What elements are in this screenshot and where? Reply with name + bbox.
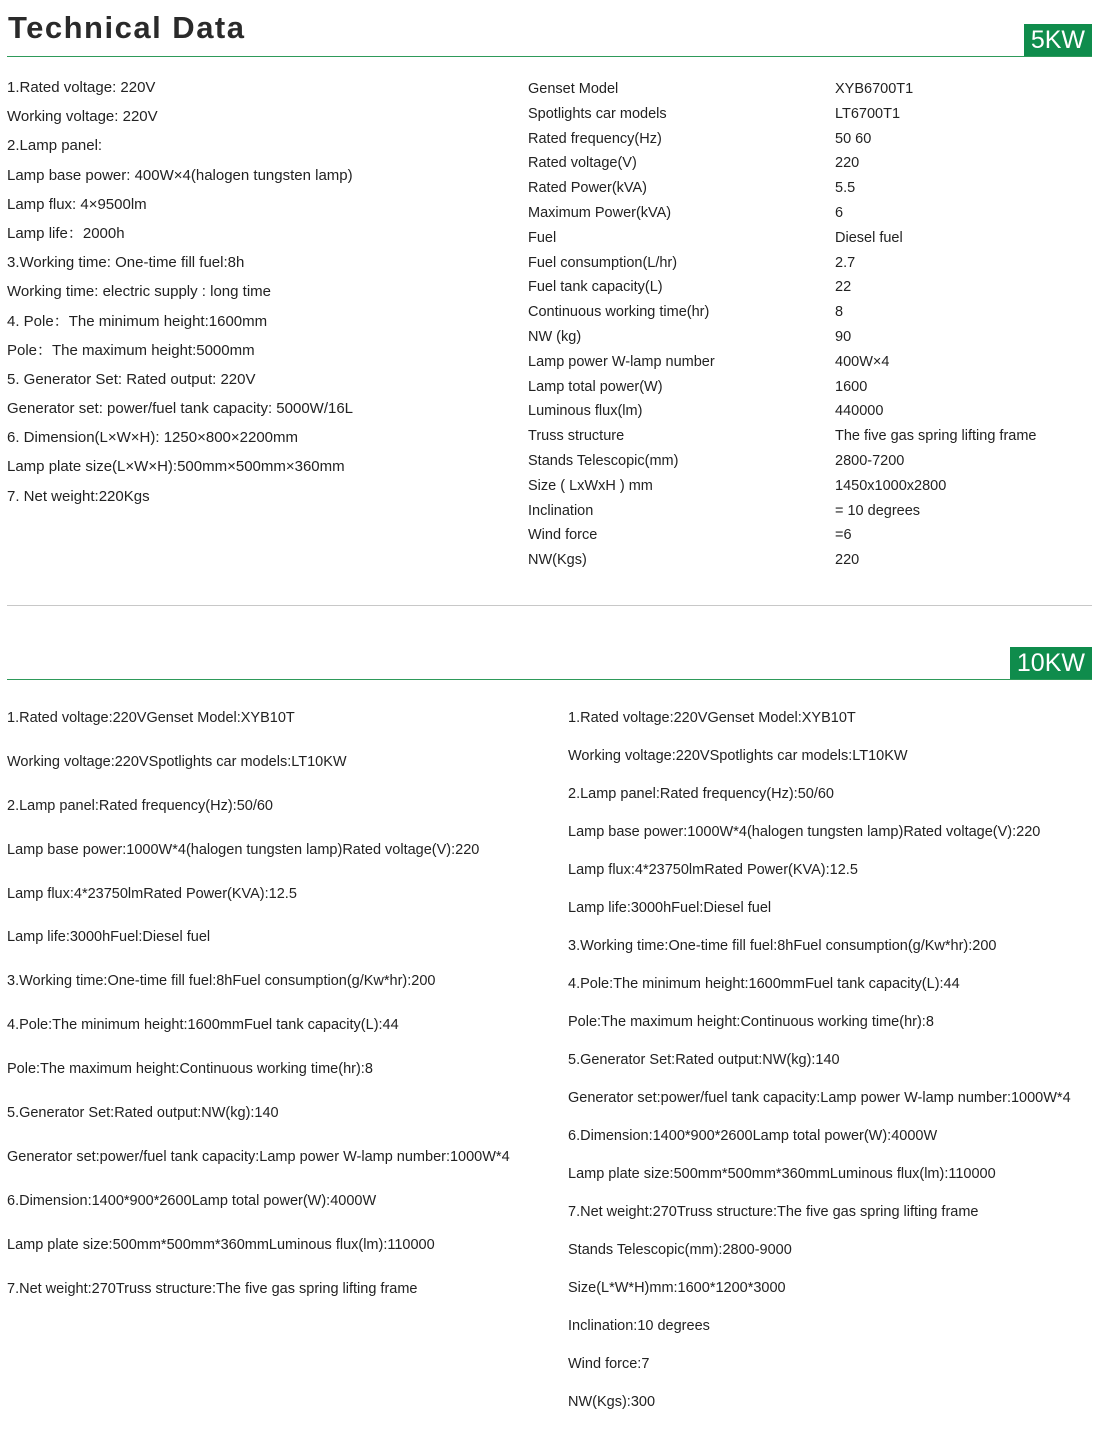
spec-label: Lamp power W-lamp number <box>528 353 715 370</box>
spec-list-10kw-right <box>568 708 1071 1430</box>
spec-line: 2.Lamp panel:Rated frequency(Hz):50/60 <box>568 786 834 802</box>
spec-value: 400W×4 <box>835 353 890 370</box>
spec-row <box>528 201 1093 226</box>
feature-item: Lamp base power: 400W×4(halogen tungsten lamp) <box>7 166 353 184</box>
spec-label: Rated Power(kVA) <box>528 180 647 197</box>
spec-line: Pole:The maximum height:Continuous working time(hr):8 <box>568 1014 934 1030</box>
feature-list-5kw <box>7 73 353 511</box>
spec-row <box>528 449 1093 474</box>
spec-label: Wind force <box>528 527 598 544</box>
spec-line: Lamp life:3000hFuel:Diesel fuel <box>568 900 772 916</box>
spec-value: 8 <box>835 304 844 321</box>
spec-row <box>528 127 1093 152</box>
spec-label: NW (kg) <box>528 328 582 345</box>
spec-row <box>528 474 1093 499</box>
spec-line: 7.Net weight:270Truss structure:The five gas spring lifting frame <box>568 1204 979 1220</box>
spec-line: Lamp base power:1000W*4(halogen tungsten lamp)Rated voltage(V):220 <box>568 824 1041 840</box>
page-title: Technical Data <box>8 10 246 45</box>
spec-row <box>528 350 1093 375</box>
spec-row <box>528 151 1093 176</box>
feature-item: 4. Pole：The minimum height:1600mm <box>7 312 268 330</box>
spec-line: Generator set:power/fuel tank capacity:Lamp power W-lamp number:1000W*4 <box>7 1148 510 1165</box>
spec-row <box>528 499 1093 524</box>
spec-value: XYB6700T1 <box>835 81 914 97</box>
spec-line: 5.Generator Set:Rated output:NW(kg):140 <box>7 1105 279 1122</box>
spec-row <box>528 102 1093 127</box>
spec-value: 220 <box>835 552 860 569</box>
spec-value: = 10 degrees <box>835 502 921 519</box>
spec-line: Lamp plate size:500mm*500mm*360mmLuminous flux(lm):110000 <box>568 1166 996 1182</box>
spec-line: Lamp base power:1000W*4(halogen tungsten lamp)Rated voltage(V):220 <box>7 841 480 858</box>
spec-line: 5.Generator Set:Rated output:NW(kg):140 <box>568 1052 840 1068</box>
spec-line: Wind force:7 <box>568 1356 650 1372</box>
spec-row <box>528 399 1093 424</box>
spec-line: Generator set:power/fuel tank capacity:Lamp power W-lamp number:1000W*4 <box>568 1090 1071 1106</box>
spec-row <box>528 176 1093 201</box>
spec-label: Truss structure <box>528 428 625 445</box>
spec-value: 1450x1000x2800 <box>835 477 947 494</box>
spec-value: Diesel fuel <box>835 229 903 246</box>
spec-label: Spotlights car models <box>528 105 667 122</box>
spec-label: Stands Telescopic(mm) <box>528 452 679 469</box>
feature-item: Generator set: power/fuel tank capacity: 5000W/16L <box>7 400 354 418</box>
spec-list-10kw-left <box>7 708 510 1322</box>
section-badge-5kw: 5KW <box>1024 24 1092 56</box>
spec-line: 1.Rated voltage:220VGenset Model:XYB10T <box>7 710 295 726</box>
feature-item: Lamp life：2000h <box>7 224 125 242</box>
spec-row <box>528 275 1093 300</box>
feature-item: Working time: electric supply : long time <box>7 283 271 301</box>
spec-line: Pole:The maximum height:Continuous working time(hr):8 <box>7 1061 373 1078</box>
spec-line: 4.Pole:The minimum height:1600mmFuel tank capacity(L):44 <box>568 976 960 992</box>
spec-row <box>528 523 1093 548</box>
feature-item: 6. Dimension(L×W×H): 1250×800×2200mm <box>7 429 298 447</box>
spec-label: Fuel consumption(L/hr) <box>528 254 678 271</box>
spec-line: 6.Dimension:1400*900*2600Lamp total power(W):4000W <box>7 1192 377 1209</box>
spec-value: LT6700T1 <box>835 105 901 122</box>
spec-label: Rated frequency(Hz) <box>528 130 662 147</box>
spec-line: 2.Lamp panel:Rated frequency(Hz):50/60 <box>7 797 273 814</box>
spec-label: Luminous flux(lm) <box>528 403 643 420</box>
spec-line: Lamp flux:4*23750lmRated Power(KVA):12.5 <box>568 862 858 878</box>
spec-row <box>528 424 1093 449</box>
section-separator <box>7 605 1092 606</box>
spec-value: 2.7 <box>835 254 856 271</box>
spec-row <box>528 300 1093 325</box>
feature-item: 7. Net weight:220Kgs <box>7 487 150 505</box>
spec-table-5kw <box>528 77 1093 573</box>
feature-item: Pole：The maximum height:5000mm <box>7 341 255 359</box>
spec-label: Continuous working time(hr) <box>528 304 710 321</box>
spec-row <box>528 251 1093 276</box>
spec-line: Lamp life:3000hFuel:Diesel fuel <box>7 929 211 946</box>
spec-line: Lamp plate size:500mm*500mm*360mmLuminous flux(lm):110000 <box>7 1236 435 1253</box>
feature-item: 2.Lamp panel: <box>7 137 103 155</box>
spec-label: Fuel tank capacity(L) <box>528 279 663 296</box>
section-divider-5kw <box>7 56 1092 57</box>
spec-line: Lamp flux:4*23750lmRated Power(KVA):12.5 <box>7 885 297 902</box>
spec-row <box>528 548 1093 573</box>
spec-row <box>528 77 1093 102</box>
spec-line: Size(L*W*H)mm:1600*1200*3000 <box>568 1280 786 1296</box>
section-divider-10kw <box>7 679 1092 680</box>
spec-label: Inclination <box>528 502 594 519</box>
feature-item: Lamp plate size(L×W×H):500mm×500mm×360mm <box>7 458 345 476</box>
spec-line: Inclination:10 degrees <box>568 1318 710 1334</box>
spec-value: 50 60 <box>835 130 872 147</box>
feature-item: 1.Rated voltage: 220V <box>7 79 156 96</box>
spec-line: 6.Dimension:1400*900*2600Lamp total power(W):4000W <box>568 1128 938 1144</box>
spec-value: 2800-7200 <box>835 452 905 469</box>
feature-item: Lamp flux: 4×9500lm <box>7 195 147 213</box>
spec-label: Lamp total power(W) <box>528 378 663 395</box>
spec-value: 1600 <box>835 378 868 395</box>
spec-label: Fuel <box>528 229 557 246</box>
spec-row <box>528 226 1093 251</box>
spec-row <box>528 375 1093 400</box>
spec-value: 90 <box>835 328 852 345</box>
spec-line: 3.Working time:One-time fill fuel:8hFuel consumption(g/Kw*hr):200 <box>568 938 997 954</box>
spec-value: The five gas spring lifting frame <box>835 428 1037 445</box>
spec-line: Working voltage:220VSpotlights car models:LT10KW <box>7 753 347 770</box>
spec-value: 6 <box>835 204 844 221</box>
feature-item: Working voltage: 220V <box>7 108 158 126</box>
spec-value: 440000 <box>835 403 884 420</box>
spec-label: Maximum Power(kVA) <box>528 204 672 221</box>
section-badge-10kw: 10KW <box>1010 647 1092 679</box>
spec-row <box>528 325 1093 350</box>
spec-line: 1.Rated voltage:220VGenset Model:XYB10T <box>568 710 856 726</box>
spec-label: Rated voltage(V) <box>528 155 637 172</box>
feature-item: 5. Generator Set: Rated output: 220V <box>7 370 256 388</box>
spec-line: 4.Pole:The minimum height:1600mmFuel tank capacity(L):44 <box>7 1017 399 1034</box>
feature-item: 3.Working time: One-time fill fuel:8h <box>7 254 245 272</box>
spec-label: Size ( LxWxH ) mm <box>528 477 653 494</box>
spec-label: NW(Kgs) <box>528 552 587 569</box>
spec-line: Stands Telescopic(mm):2800-9000 <box>568 1242 792 1258</box>
spec-label: Genset Model <box>528 81 619 97</box>
spec-line: Working voltage:220VSpotlights car models:LT10KW <box>568 748 908 764</box>
spec-value: 22 <box>835 279 852 296</box>
spec-line: 3.Working time:One-time fill fuel:8hFuel consumption(g/Kw*hr):200 <box>7 973 436 990</box>
spec-value: =6 <box>835 527 852 544</box>
spec-value: 220 <box>835 155 860 172</box>
spec-line: NW(Kgs):300 <box>568 1394 656 1410</box>
spec-line: 7.Net weight:270Truss structure:The five gas spring lifting frame <box>7 1280 418 1297</box>
spec-value: 5.5 <box>835 180 856 197</box>
